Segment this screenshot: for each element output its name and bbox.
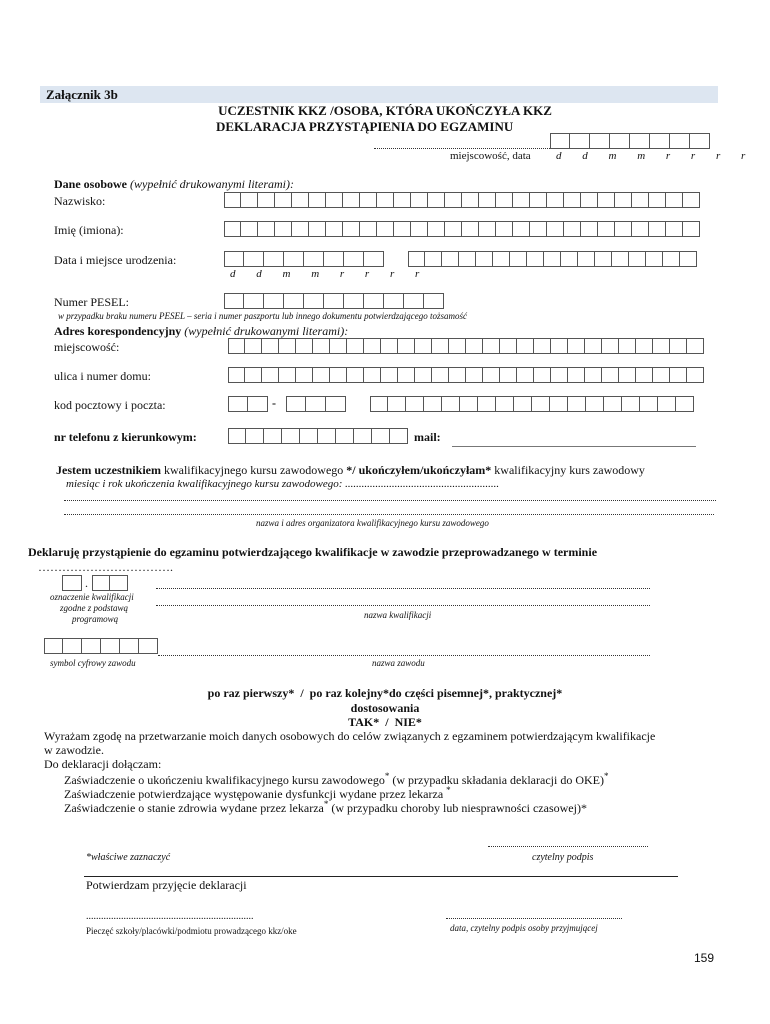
surname-boxes[interactable]: [224, 192, 700, 208]
qual-code-boxes-a[interactable]: [62, 575, 82, 591]
adjustment-options: [0, 715, 770, 730]
school-stamp-dots[interactable]: ...................................................................: [86, 911, 254, 922]
qual-code-boxes-b[interactable]: [92, 575, 128, 591]
mail-field[interactable]: [452, 446, 696, 447]
street-label: ulica i numer domu:: [54, 369, 151, 383]
qual-code-caption-1: oznaczenie kwalifikacji: [50, 592, 134, 602]
attempt-line: [0, 686, 770, 701]
attachment-1-text: Zaświadczenie o ukończeniu kwalifikacyjnego kursu zawodowego: [64, 773, 385, 787]
course-year-label: miesiąc i rok ukończenia kwalifikacyjnego kursu zawodowego:: [66, 478, 343, 490]
birth-place-boxes[interactable]: [408, 251, 697, 267]
adjust-no-label: NIE*: [394, 715, 422, 729]
course-status-line: [56, 463, 645, 478]
attachment-2-star: *: [446, 785, 451, 795]
phone-boxes[interactable]: [228, 428, 408, 444]
form-title-line2: DEKLARACJA PRZYSTĄPIENIA DO EGZAMINU: [216, 119, 514, 134]
place-line[interactable]: [374, 148, 550, 149]
attachment-3-star: *: [323, 799, 329, 809]
post-office-boxes[interactable]: [370, 396, 694, 412]
qual-code-dot: .: [85, 576, 88, 590]
pesel-boxes[interactable]: [224, 293, 444, 309]
course-year-row: [66, 478, 499, 490]
date-boxes[interactable]: [550, 133, 710, 149]
attempt-slash: /: [300, 686, 304, 700]
consent-line1: Wyrażam zgodę na przetwarzanie moich danych osobowych do celów związanych z egzaminem potwierdzającym kwalifikacje: [44, 729, 656, 743]
street-boxes[interactable]: [228, 367, 704, 383]
select-note: *właściwe zaznaczyć: [86, 852, 171, 863]
birth-date-boxes[interactable]: [224, 251, 384, 267]
completed-option: ukończyłem/ukończyłam*: [358, 463, 492, 477]
qual-name-line-1[interactable]: [156, 588, 650, 589]
profession-name-line[interactable]: [158, 655, 650, 656]
adjust-slash: /: [385, 715, 389, 729]
postal-label: kod pocztowy i poczta:: [54, 398, 166, 412]
qual-code-caption-2: zgodne z podstawą: [60, 603, 129, 613]
attachment-label: Załącznik 3b: [46, 87, 118, 102]
postal-code-boxes-b[interactable]: [286, 396, 346, 412]
attachment-2-text: Zaświadczenie potwierdzające występowanie dysfunkcji wydane przez lekarza: [64, 787, 444, 801]
receiver-caption: data, czytelny podpis osoby przyjmującej: [450, 923, 598, 933]
written-part-label: pisemnej*,: [436, 686, 492, 700]
receiver-line[interactable]: [446, 918, 622, 919]
attachment-3-text: Zaświadczenie o stanie zdrowia wydane przez lekarza: [64, 801, 324, 815]
organizer-line-1[interactable]: [64, 500, 716, 501]
school-stamp-caption: Pieczęć szkoły/placówki/podmiotu prowadzącego kkz/oke: [86, 926, 297, 936]
address-heading: [54, 324, 348, 339]
course-year-dots[interactable]: ........................................................: [345, 478, 500, 490]
course-separator: */: [346, 463, 356, 477]
signature-caption: czytelny podpis: [532, 852, 594, 863]
first-attempt-label: po raz pierwszy*: [207, 686, 295, 700]
pesel-note: w przypadku braku numeru PESEL – seria i numer paszportu lub innego dokumentu potwierdzającego tożsamość: [58, 311, 467, 321]
address-heading-hint: (wypełnić drukowanymi literami):: [184, 324, 349, 338]
pesel-label: Numer PESEL:: [54, 295, 129, 309]
surname-label: Nazwisko:: [54, 194, 106, 208]
participant-option: Jestem uczestnikiem: [56, 463, 161, 477]
signature-line[interactable]: [488, 846, 648, 847]
profession-caption: nazwa zawodu: [372, 658, 425, 668]
phone-label: nr telefonu z kierunkowym:: [54, 430, 197, 444]
confirm-label: Potwierdzam przyjęcie deklaracji: [86, 878, 247, 892]
attachment-1-star: *: [384, 771, 390, 781]
page-number: 159: [694, 951, 715, 965]
symbol-caption: symbol cyfrowy zawodu: [50, 658, 136, 668]
attachment-3: [64, 799, 587, 816]
qual-name-caption: nazwa kwalifikacji: [364, 610, 432, 620]
organizer-caption: nazwa i adres organizatora kwalifikacyjnego kursu zawodowego: [256, 518, 489, 528]
practical-part-label: praktycznej*: [494, 686, 563, 700]
profession-symbol-boxes[interactable]: [44, 638, 158, 654]
form-title-line1: UCZESTNIK KKZ /OSOBA, KTÓRA UKOŃCZYŁA KKZ: [218, 103, 552, 118]
header-bar: [40, 86, 718, 103]
postal-dash: -: [272, 396, 276, 410]
consent-line2: w zawodzie.: [44, 743, 104, 757]
date-pattern: d d m m r r r r: [556, 150, 755, 162]
qual-name-line-2[interactable]: [156, 605, 650, 606]
personal-heading: [54, 177, 294, 192]
birth-date-pattern: d d m m r r r r: [230, 268, 429, 280]
term-dots[interactable]: …………………………….: [38, 560, 173, 574]
address-heading-text: Adres korespondencyjny: [54, 324, 182, 338]
declaration-text: Deklaruję przystąpienie do egzaminu potwierdzającego kwalifikacje w zawodzie przeprowadzanego w terminie: [28, 545, 598, 559]
personal-heading-hint: (wypełnić drukowanymi literami):: [130, 177, 294, 191]
adjust-yes-label: TAK*: [348, 715, 380, 729]
city-boxes[interactable]: [228, 338, 704, 354]
birth-label: Data i miejsce urodzenia:: [54, 253, 177, 267]
names-label: Imię (imiona):: [54, 223, 124, 237]
city-label: miejscowość:: [54, 340, 120, 354]
adjustment-label: dostosowania: [350, 701, 420, 715]
attachment-3-note: (w przypadku choroby lub niesprawności czasowej)*: [331, 801, 587, 815]
mail-label: mail:: [414, 430, 441, 444]
personal-heading-text: Dane osobowe: [54, 177, 128, 191]
organizer-line-2[interactable]: [64, 514, 714, 515]
postal-code-boxes-a[interactable]: [228, 396, 268, 412]
next-attempt-label: po raz kolejny*do części: [309, 686, 434, 700]
place-date-label: miejscowość, data: [450, 150, 531, 162]
attachment-1-note: (w przypadku składania deklaracji do OKE): [392, 773, 604, 787]
participant-option-rest: kwalifikacyjnego kursu zawodowego: [163, 463, 344, 477]
names-boxes[interactable]: [224, 221, 700, 237]
section-divider: [84, 876, 678, 877]
attachments-label: Do deklaracji dołączam:: [44, 757, 162, 771]
qual-code-caption-3: programową: [72, 614, 119, 624]
completed-option-rest: kwalifikacyjny kurs zawodowy: [494, 463, 645, 477]
attachment-1-note-star: *: [603, 771, 609, 781]
